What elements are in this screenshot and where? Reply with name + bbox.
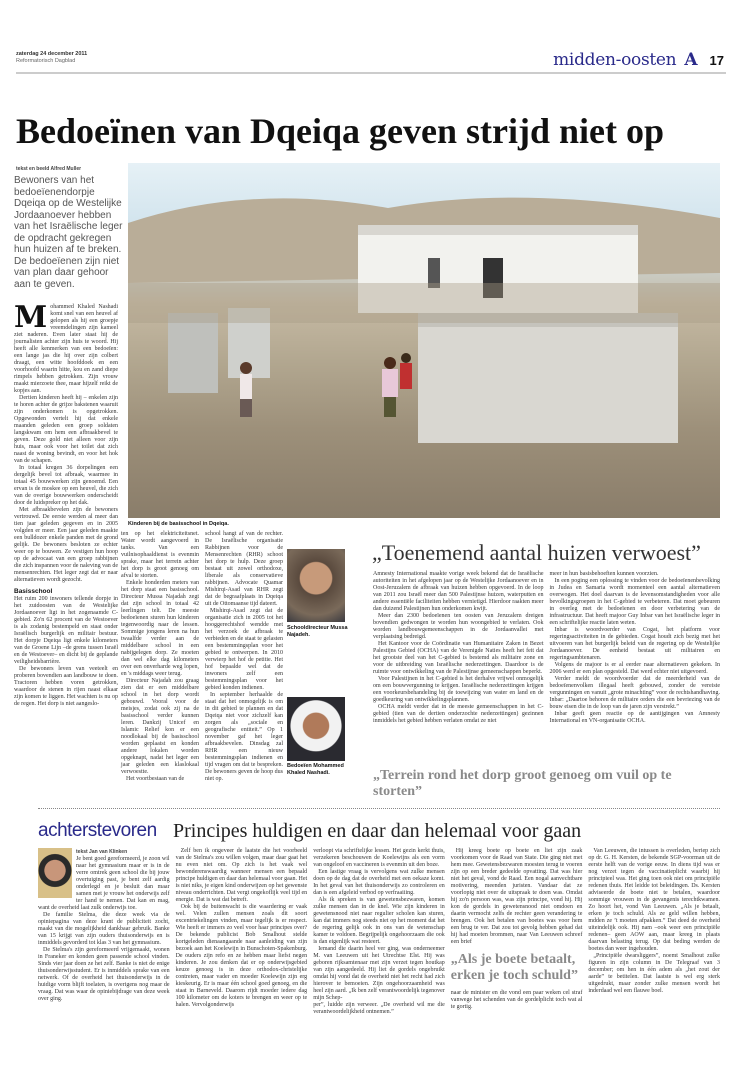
paragraph: In een poging een oplossing te vinden voor de bedoeïenenbevolking in Judea en Samaria wordt momenteel een aantal alternatieven overwogen. Het doel daarvan is de levensomstandigheden voor alle bevolkingsgroepen in het C-gebied te verbeteren. Dat moet gebeuren in overleg met de bedoeïenen en door verbetering van de infrastructuur. Dat heeft majoor Guy Inbar van het Israëlische leger in een schriftelijke reactie laten weten. xyxy=(549,578,720,626)
paragraph: Inbar is woordvoerder van Cogat, het platform voor regeringsactiviteiten in de gebieden. Cogat houdt zich bezig met het uitvoeren van het burgerlijk beleid van de regering op de Westelijke Jordaanoever. De eenheid bestaat uit militairen en regeringsambtenaren. xyxy=(549,627,720,661)
paragraph: Van Leeuwen, die intussen is overleden, beriep zich op dr. G. H. Kersten, de bekende SGP-voorman uit de eerste helft van de vorige eeuw. In diens tijd was er nog verzet tegen de vaccinatieplicht waarbij hij principieel was. Het ging toen ook niet om principiële redenen thuis. Het leidde tot beleidingen. Ds. Kersten adviseerde de boete niet te betalen, waardoor sommige vrouwen in de gevangenis terechtkwamen. Zo hoort het, vond Van Leeuwen. „Als je betaalt, erken je toch schuld. Als ze geld willen hebben, mdden ze ’t moeten afpakken.” Dat deed de overheid uiteindelijk ook. Hij nam –ook weer een principiële redenen– geen AOW aan, maar kreeg in plaats daarvan belasting terug. Op dat beding werden de boetes dan weer ingehouden. xyxy=(588,848,720,952)
portrait-caption-1: Schooldirecteur Mussa Najadeh. xyxy=(287,625,348,638)
paragraph: ten op het elektriciteitsnet. Water wordt aangevoerd in tanks. Van een vuilnisophaaldienst is evenmin sprake, maar het terrein achter het dorp is groot genoeg om afval te storten. xyxy=(121,531,199,579)
article-column-2 xyxy=(121,531,199,783)
section-divider xyxy=(38,808,720,809)
paragraph: meer in hun basisbehoeften kunnen voorzien. xyxy=(549,571,659,577)
date-text: zaterdag 24 december 2011 xyxy=(16,51,88,57)
column-pull-quote: „Als je boete betaalt, erken je toch schuld” xyxy=(450,952,578,983)
paragraph: Directeur Najadah zou graag zien dat er een middelbare school in het dorp wordt gebouwd. Vooral voor de meisjes, zodat ook zij na de basisschool verder kunnen leren. Dankzij Unicef en Islamic Relief kon er een noodlokaal bij de basisschool worden geplaatst en konden andere lokalen worden opgeknapt, nadat het leger een jaar geleden een klaslokaal verwoestte. xyxy=(121,678,199,775)
page-number: 17 xyxy=(709,53,724,68)
header-rule xyxy=(16,72,726,74)
paragraph: school hangt af van de rechter. De Israëlische organisatie Rabbijnen voor de Mensenrechten (RHR) schoot het dorp te hulp. Deze groep bestaat uit zowel orthodoxe, liberale als conservatieve rabbijnen. Advocate Quamar Mishirqi-Asad van RHR zegt dat de begraafplaats in Dqeiqa uit de Ottomaanse tijd dateert. xyxy=(205,531,283,607)
portrait-school-director xyxy=(287,549,345,622)
article-column-1 xyxy=(14,300,118,708)
pull-quote: „Terrein rond het dorp groot genoeg om vuil op te storten” xyxy=(373,768,672,799)
paragraph: Het voortbestaan van de xyxy=(126,776,185,782)
paragraph: De Stelma's zijn gereformeerd vrijgemaakt, wonen in Franeker en konden geen passende school vinden. Sinds vier jaar doen ze het zelf. Banke is niet de enige thuisonderwijsstudent. Er is inmiddels sprake van een netwerk. Of de overheid het thuisonderwijs in de huidige vorm blijft toelaten, is overigens nog maar de vraag. Dat was waar de opiniebijdrage van deze week over ging. xyxy=(38,947,170,1002)
paragraph: Mishirqi-Asad zegt dat de organisatie zich in 2005 tot het hooggerechtshof wendde met het verzoek de afbraak te verbieden en de staat te gelasten een bestemmingsplan voor het gebied te ontwerpen. In 2010 verwierp het hof de petitie. Het hof bepaalde wel dat de inwoners zelf een bestemmingsplan voor het gebied konden indienen. xyxy=(205,608,283,691)
section-header xyxy=(553,50,724,70)
sidebar-column-a xyxy=(373,571,544,725)
section-name: midden-oosten xyxy=(553,50,677,70)
column-text-1 xyxy=(38,848,170,1003)
sidebar-body xyxy=(373,571,720,725)
paragraph: OCHA meldt verder dat in de meeste gemeenschappen in het C-gebied (tien van de dertien onderzochte nederzettingen) gezinnen inmiddels het gebied hebben verlaten omdat ze niet xyxy=(373,704,544,724)
paragraph: Ook bij de buitenwacht is die waardering er vaak wel. Velen zullen mensen zoals dit soort excentriekelingen vinden, maar tegelijk is er respect. Wie heeft er immers zo veel voor haar principes over? De bekende publicist Bob Smalhout stelde kortgeleden dienaangaande naar aanleiding van zijn bezoek aan het Koelewijn in Bunschoten-Spakenburg. De ouders zijn refo en ze hebben maar liefst negen kinderen. Je zou denken dat er op onderwijsgebied keuze genoeg is in deze orthodox-christelijke contreien, maar vader en moeder Koelewijn zijn erg kieskeurig. Er is maar één school goed genoeg, en die staat in Barneveld. Daarom rijdt moeder iedere dag 100 kilometer om de koters te brengen en weer op te halen. Vervolgonderwijs xyxy=(175,904,308,1008)
paragraph: „Principiële dwarsliggers”, noemt Smalhout zulke figuren in zijn column in De Telegraaf van 3 december; om hen in één adem als „het zout der aarde” te betitelen. Dat laatste is wel erg sterk uitgedrukt, maar zonder zulke mensen wordt het inderdaad wel een flauwe boel. xyxy=(588,953,720,994)
paragraph: Zelf ben ik ongeveer de laatste die het voorbeeld van de Stelma's zou willen volgen, maar daar gaat het nu even niet om. Op zich is het vaak wel bewonderenswaardig wanneer mensen een bepaald principe huldigen en daar dan helemaal voor gaan. Het is niet niks, je eigen kind onderwijzen op het gewenste niveau onderrichten. Dat vergt ongekoflijk veel tijd en energie. Dat is wat dat betreft. xyxy=(175,848,308,903)
paragraph: Meer dan 2300 bedoeïenen ten oosten van Jeruzalem dreigen bovendien gedwongen te worden hun woongebied te verlaten. Ook worden landbouwgemeenschappen in de Jordaanvallei met verplaatsing bedreigd. xyxy=(373,613,544,640)
paragraph: Met afbraakbevelen zijn de bewoners vertrouwd. De eerste werden al meer dan tien jaar geleden gegeven en in 2005 volgden er meer. Een jaar geleden maakte een bulldozer enkele panden met de grond gelijk. De bewoners besloten ze echter weer op te bouwen. Ze vestigen hun hoop op de advocaat van een groep rabbijnen die zich inspannen voor de naleving van de mensenrechten. Het leger zegt dat er naar alternatieven wordt gezocht. xyxy=(14,507,118,583)
paragraph: De familie Stelma, die deze week via de opiniepagina van deze krant de publiciteit zocht, maakt van die mogelijkheid dankbaar gebruik. Banke van 15 krijgt van zijn ouders thuisonderwijs en is inmiddels gevorderd tot klas 3 van het gymnasium. xyxy=(38,912,170,946)
column-byline: tekst Jan van Klinken xyxy=(76,849,128,855)
paragraph: Als ik spreken is van gewetensbezwaren, komen zulke mensen dan in de knel. Wie zijn kinderen in gewetensnood niet naar regulier scholen kan sturen, kan dat immers nog steeds niet op het moment dat het de regering gelijk ook in ons van de wetenschap kamer te voldoen. Begrijpelijk ongehoorzaam die ook is dan eigenlijk wat resteert. xyxy=(313,897,445,945)
article-column-3 xyxy=(205,531,283,783)
paragraph: Iemand die daarin heel ver ging, was onderneemer M. van Leeuwen uit het Utrechtse Elst. Hij was geboren rijksamtenaar met zijn verzet tegen houtkap van zijn aangedeeld. Hij liet de gordels ongebruikt omdat hij vond dat de overheid niet het recht had zich hierover te bemoeien. Zijn ongehoorzaamheid was heel zijn aard. „Ik ben zelf verantwoordelijk tegenover mijn Schep- xyxy=(313,946,445,1001)
intro-text: Bewoners van het bedoeïenendorpje Dqeiqa op de Westelijke Jordaanoever hebben van het Israëlische leger de opdracht gekregen hun huizen af te breken. De bedoeïenen zijn niet van plan daar gehoor aan te geven. xyxy=(14,175,123,290)
sidebar-column-b xyxy=(550,571,721,725)
byline: tekst en beeld Alfred Muller xyxy=(16,166,82,172)
subheading: Basisschool xyxy=(14,588,53,595)
paragraph: Het Kantoor voor de Coördinatie van Humanitaire Zaken in Bezet Palestijns Gebied (OCHA) van de Verenigde Naties heeft het feit dat het grootste deel van het C-gebied is bestemd als militaire zone en voor de uitbreiding van Israëlische nederzettingen. Daardoor is de ruimte voor ontwikkeling van de Palestijnse gemeenschappen beperkt. xyxy=(373,641,544,675)
paragraph: In september herhaalde de staat dat het onmogelijk is om in dit gebied te plannen en dat Dqeiqa niet voor zichzelf kan zorgen als „sociale en geografische entiteit.” Op 1 november gaf het leger afbraakbevelen. Dinsdag zal RHR een nieuw bestemmingsplan indienen en tijd vragen om dat te bespreken. De bewoners geven de hoop dus niet op. xyxy=(205,692,283,782)
paragraph: Enkele honderden meters van het dorp staat een basisschool. Directeur Mussa Najadah zegt dat zijn school in totaal 42 leerlingen telt. De meeste bedoeïenen sturen hun kinderen tegenwoordig naar de lessen. Sommige jongens leren na hun twaalfde verder aan de middelbare school in een nabijgelegen dorp. Ze moeten dan wel elke dag kilometers over een onverharde weg lopen, en 's middags weer terug. xyxy=(121,580,199,677)
main-photo xyxy=(128,163,720,518)
author-photo xyxy=(38,848,72,898)
paragraph: De bewoners leven van veeteelt en proberen bovendien aan landbouw te doen. Tractoren hebben voren getrokken, waardoor de stenen in rijen naast elkaar zijn komen te liggen. Het wachten is nu op de regen. Het dorp is niet aangeslo- xyxy=(14,666,118,707)
paragraph: Inbar geeft geen reactie op de aantijgingen van Amnesty International en VN-organisatie OCHA. xyxy=(549,711,720,724)
column-body xyxy=(38,848,720,1016)
column-text-3 xyxy=(313,848,445,1002)
portrait-caption-2: Bedoeïen Mohammed Khaled Nashadi. xyxy=(287,763,344,776)
column-text-2 xyxy=(176,848,308,1009)
photo-caption: Kinderen bij de basisschool in Dqeiqa. xyxy=(128,521,229,527)
column-tag: achterstevoren xyxy=(38,820,157,841)
paragraph: Volgens de majoor is er al eerder naar alternatieven gekeken. In 2006 werd er een plan opgesteld. Dat werd echter niet uitgevoerd. xyxy=(549,662,720,675)
article-columns-2-3 xyxy=(121,531,283,783)
portrait-bedouin xyxy=(287,697,345,761)
paragraph: verloopt via schriftelijke lessen. Het gezin kerkt thuis, verzekeren beschouwen de Koelewijns als een vorm van ongeloof en vaccineren is evenmin uit den boze. xyxy=(313,848,445,868)
paragraph: Dertien kinderen heeft hij – enkelen zijn te horen achter de grijze bakstenen waaruit zijn onderkomen is opgetrokken. Opgewonden vertelt hij dat enkele maanden geleden een groep soldaten langskwam om hem een afbraakbevel te geven. Deze gold niet alleen voor zijn huis, maar ook voor het toilet dat zich naast de woning bevindt, en voor het hok van de schapen. xyxy=(14,395,118,464)
sidebar-headline: „Toenemend aantal huizen verwoest” xyxy=(372,540,701,565)
paragraph: Amnesty International maakte vorige week bekend dat de Israëlische autoriteiten in het afgelopen jaar op de Westelijke Jordaanoever en in Oost-Jeruzalem de afbraak van huizen hebben opgevoerd. In de loop van 2011 zou Israël meer dan 500 Palestijnse huizen, waterputten en andere essentiële faciliteiten hebben vernietigd. Hierdoor raakten meer dan duizend Palestijnen hun onderkomen kwijt. xyxy=(373,571,544,612)
paragraph: naar de minister en die vond een paar weken cel straf vanwege het schenden van de gordelplicht toch wat al te gortig. xyxy=(450,990,583,1010)
paragraph: Verder meldt de woordvoerder dat de meerderheid van de bedoeïenenvolken illegaal heeft gebouwd, zonder de vereiste vergunningen en vanuit „grote minachting” voor de rechtshandhaving. Inbar: „Daartoe behoren de militaire orders die een bevriezing van de bouw eisen die in de loop van de jaren zijn verstrekt.” xyxy=(549,676,720,710)
paragraph: Hij kreeg boete op boete en liet zijn zaak voorkomen voor de Raad van State. Die ging niet met hem mee. Gewetensbezwaren moesten terug te voeren zijn op een breder gedeelde opvatting. Dat was hier niet het geval, vond de Raad. Een nogal aanvechtbare motivering, meenden juristen. Vandaar dat ze voorlopig niet over de uitspraak te doen was. Omdat hij zo'n persoon was, was zijn principe, vond hij. Hij kon de gordels in gewetensnood niet omdoen en daarin vermocht zelfs de rechter geen verandering te brengen. Ook het betalen van boetes was voor hem een brug te ver. Dat zou tot gevolg hebben gehad dat hij had moeten brommen, naar Van Leeuwen schreef een brief xyxy=(450,848,583,945)
paragraph: Een lastige vraag is vervolgens wat zulke mensen doen op de dag dat de overheid met een oekaze komt. In het geval van het thuisonderwijs zo controleren en dan is een afgeleid verbod op verfraaiiing. xyxy=(313,869,445,896)
newspaper-name: Reformatorisch Dagblad xyxy=(16,58,76,64)
column-headline: Principes huldigen en daar dan helemaal voor gaan xyxy=(173,820,582,842)
paragraph: Het ruim 200 inwoners tellende dorpje in het zuidoosten van de Westelijke Jordaanoever ligt in het zogenaamde C-gebied. Zo'n 62 procent van de Westoever is als zodanig bestempeld en staat onder Israëlisch burgerlijk en militair bestuur. Het dorpje Dqeiqa ligt enkele kilometers van de Groene Lijn –de grens tussen Israël en de Westoever– en dicht bij de geplande veiligheidsbarrière. xyxy=(14,596,118,665)
issue-date xyxy=(16,51,87,65)
paragraph: Voor Palestijnen in het C-gebied is het derhalve vrijwel onmogelijk om een bouwvergunning te krijgen. Israëlische nederzettingen krijgen een voorkeursbehandeling bij de toewijzing van water en land en de goedkeuring van ontwikkelingsplannen. xyxy=(373,676,544,703)
drop-cap: M xyxy=(14,300,48,335)
paragraph: In totaal kregen 36 dorpelingen een dergelijk bevel tot afbraak, waarmee in totaal 45 bouwwerken zijn genoemd. Een ervan is de moskee op een heuvel, die zich van de overige bouwwerken onderscheidt door de luidspreker op het dak. xyxy=(14,465,118,506)
paragraph: ohammed Khaled Nashadi komt snel van een heuvel af gelopen als hij een groepje vreemdelingen zijn kameel ziet naderen. Even later staat hij de journalisten achter zijn huis te woord. Hij heeft alle kenmerken van een bedoeïen: een lange jas die hij over zijn colbert draagt, een witte hoofddoek en een voorhoofd waarin hitte, kou en zand diepe rimpels hebben getrokken. Zijn vrouw maakt mierzoete thee, maar hijzelf reikt de kopjes aan. xyxy=(14,304,118,394)
paragraph: Je bent goed gereformeerd, je zoon wil naar het gymnasium maar er is in de verre omtrek geen school die bij jouw overtuiging past, je bent zelf aardig onderlegd en je besluit dan maar samen met je vrouw het onderwijs zelf ter hand te nemen. Dat kan en mag, want de overheid laat zulk onderwijs toe. xyxy=(38,856,170,911)
paragraph: per”, luidde zijn verweer. „De overheid wil me die verantwoordelijkheid ontnemen.” xyxy=(313,1002,445,1015)
main-headline: Bedoeïnen van Dqeiqa geven strijd niet op xyxy=(16,111,665,151)
section-letter: A xyxy=(684,50,698,70)
